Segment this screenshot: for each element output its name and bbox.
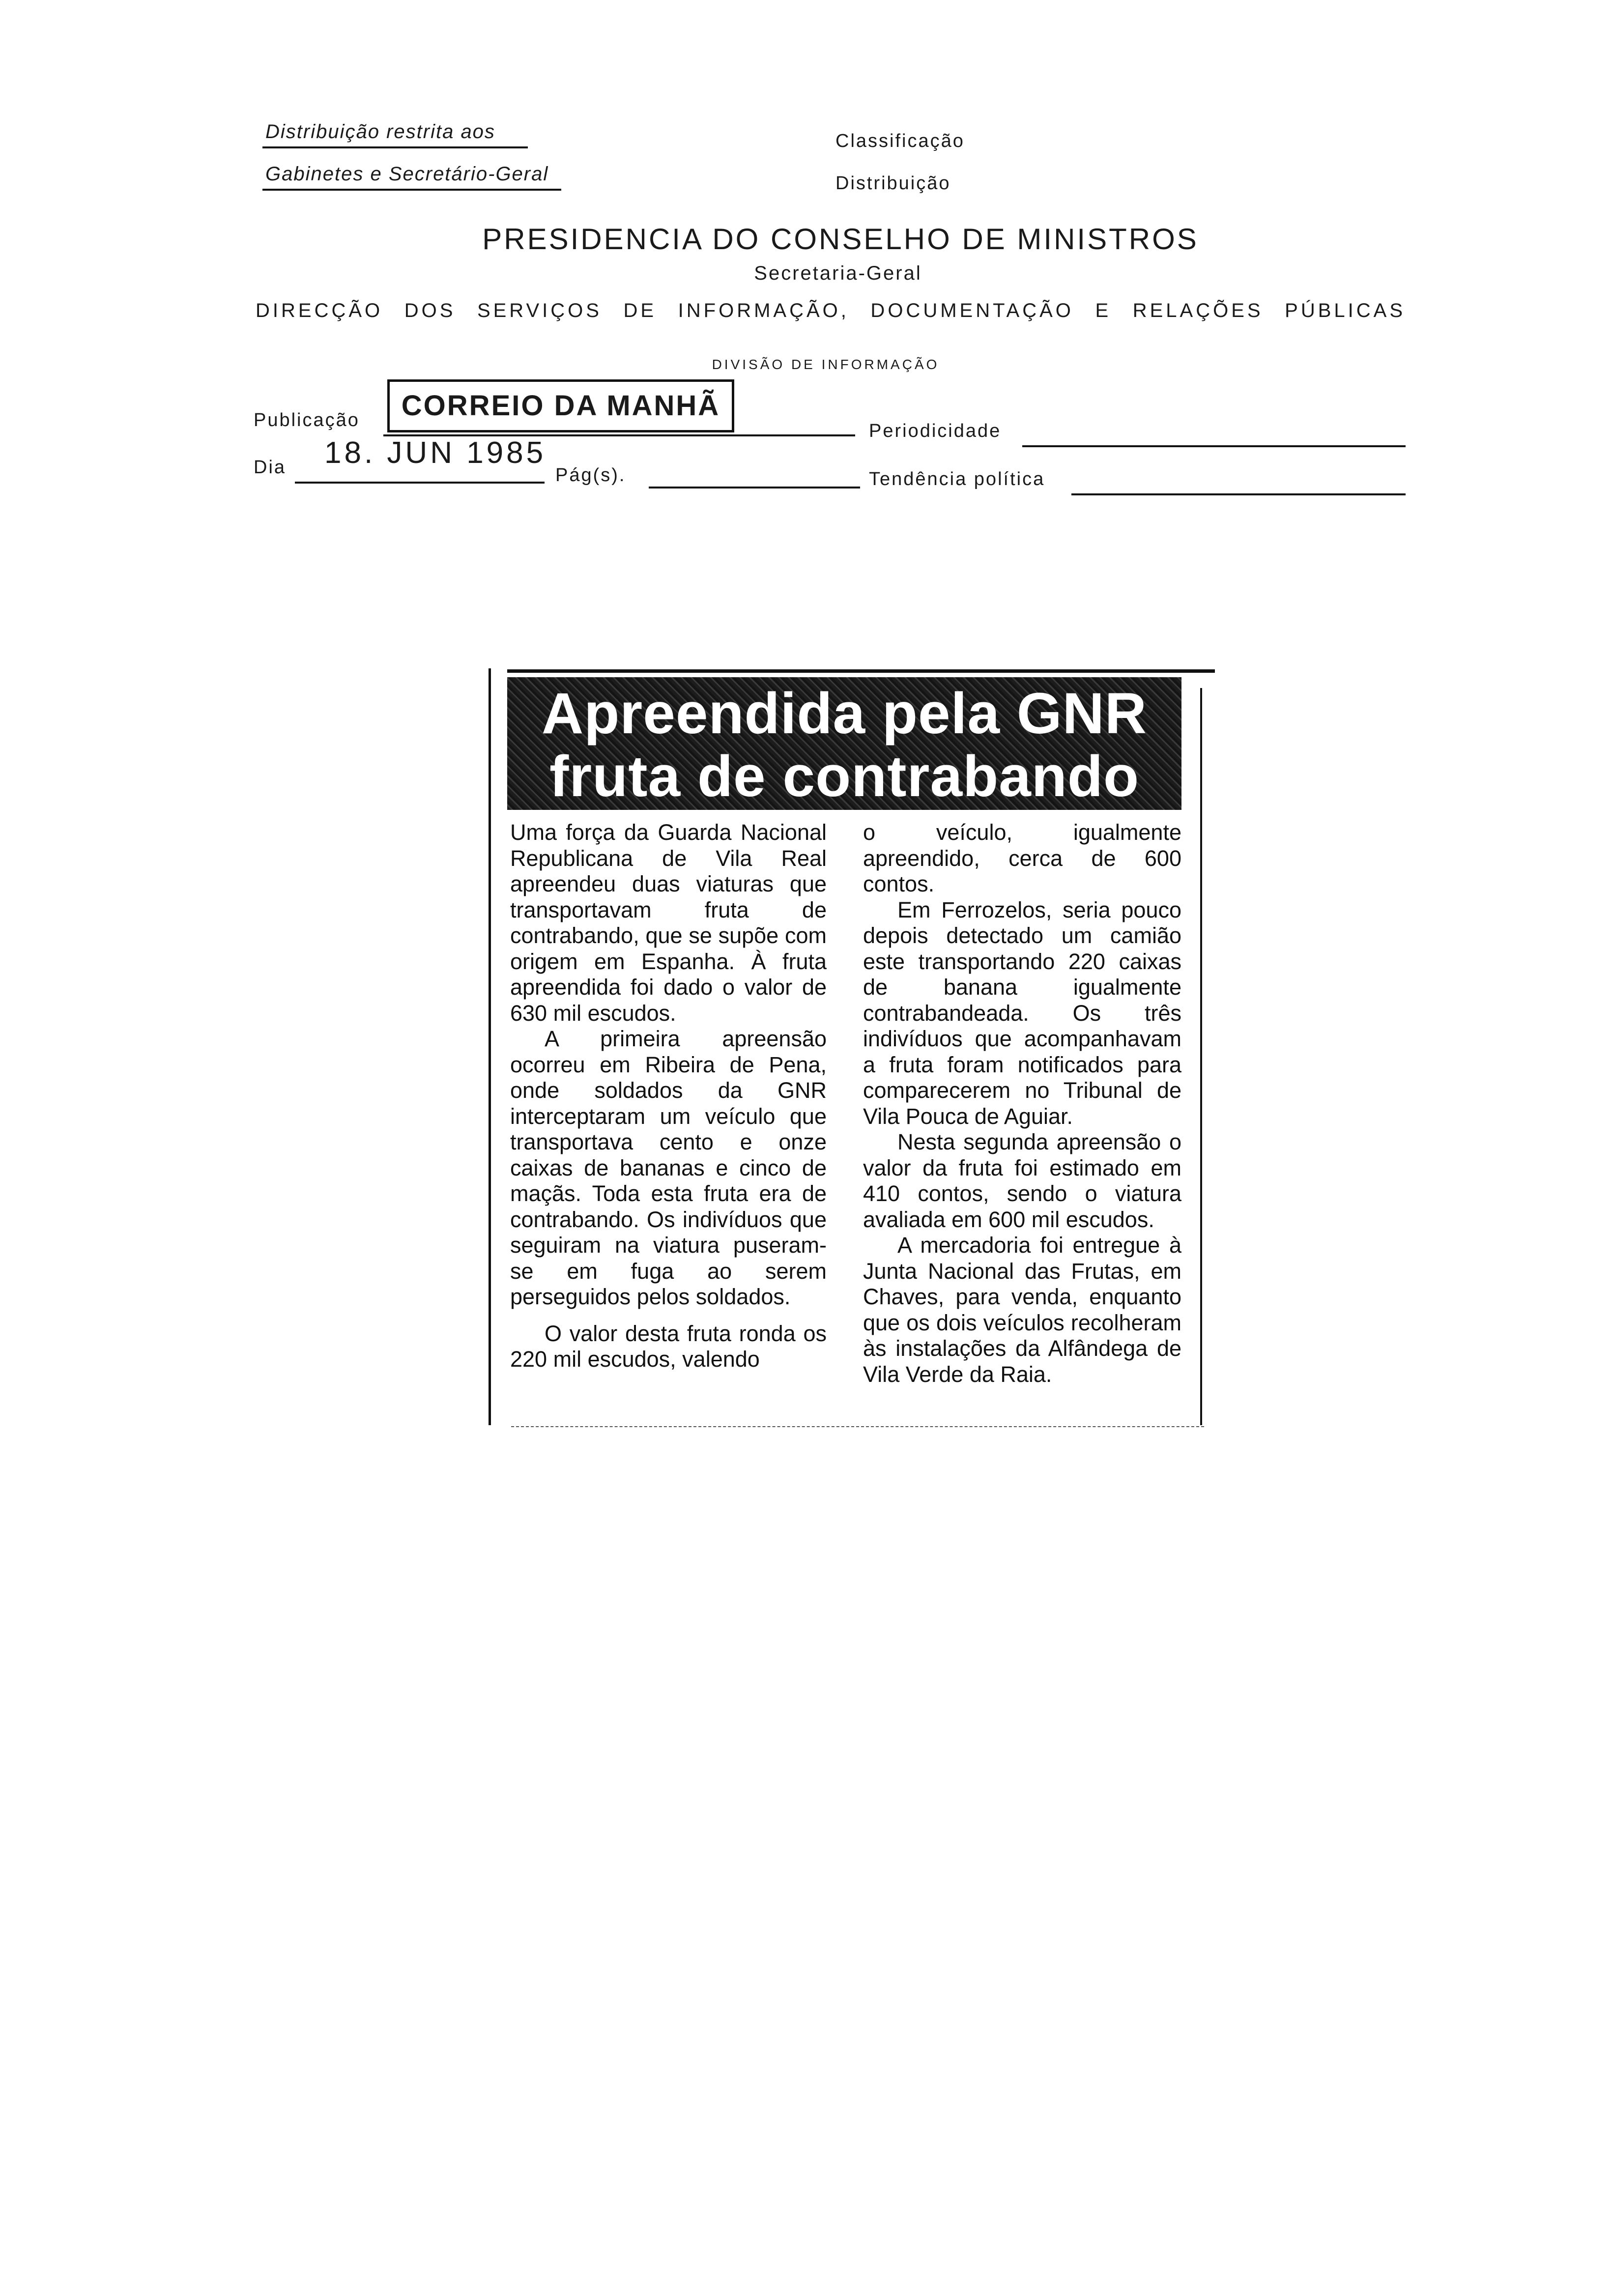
clipping-border-top	[507, 669, 1215, 673]
paragraph: Em Ferrozelos, seria pouco depois detectado um camião este transportando 220 caixas de banana igualmente contrabandeada. Os três indivíduos que acompanhavam a fruta foram notificados para comparecerem no Tribunal de Vila Pouca de Aguiar.	[863, 897, 1181, 1129]
secretaria-geral-subtitle: Secretaria-Geral	[754, 262, 922, 284]
dia-date-stamp: 18. JUN 1985	[324, 436, 547, 470]
clipping-border-bottom	[511, 1426, 1204, 1427]
tendencia-politica-label: Tendência política	[869, 469, 1045, 489]
restricted-distribution-line2: Gabinetes e Secretário-Geral	[265, 163, 549, 185]
dia-label: Dia	[254, 457, 287, 478]
article-column-1	[510, 820, 827, 1373]
article-headline	[507, 677, 1181, 810]
article-column-2	[863, 820, 1181, 1387]
tendencia-line	[1071, 493, 1406, 495]
presidencia-title: PRESIDENCIA DO CONSELHO DE MINISTROS	[482, 223, 1199, 256]
divisao-informacao-heading: DIVISÃO DE INFORMAÇÃO	[712, 357, 940, 372]
paragraph: o veículo, igualmente apreendido, cerca de 600 contos.	[863, 820, 1181, 896]
headline-line1: Apreendida pela GNR	[541, 681, 1147, 746]
paragraph: O valor desta fruta ronda os 220 mil escudos, valendo	[510, 1320, 827, 1372]
paragraph: A mercadoria foi entregue à Junta Nacional das Frutas, em Chaves, para venda, enquanto que os dois veículos recolheram às instalações da Alfândega de Vila Verde da Raia.	[863, 1233, 1181, 1387]
paginas-line	[649, 487, 860, 488]
publicacao-stamp: CORREIO DA MANHÃ	[387, 379, 734, 432]
clipping-border-right	[1200, 688, 1202, 1425]
paragraph: A primeira apreensão ocorreu em Ribeira de Pena, onde soldados da GNR interceptaram um veículo que transportava cento e onze caixas de bananas e cinco de maçãs. Toda esta fruta era de contrabando. Os indivíduos que seguiram na viatura puseram-se em fuga ao serem perseguidos pelos soldados.	[510, 1026, 827, 1309]
classificacao-label: Classificação	[835, 131, 965, 151]
paragraph: Nesta segunda apreensão o valor da fruta foi estimado em 410 contos, sendo o viatura avaliada em 600 mil escudos.	[863, 1129, 1181, 1232]
periodicidade-line	[1022, 445, 1406, 447]
paginas-label: Pág(s).	[555, 465, 626, 486]
underline	[262, 189, 561, 191]
publicacao-label: Publicação	[254, 410, 360, 430]
clipping-border-left	[489, 668, 491, 1425]
periodicidade-label: Periodicidade	[869, 421, 1002, 441]
paragraph: Uma força da Guarda Nacional Republicana de Vila Real apreendeu duas viaturas que transportavam fruta de contrabando, que se supõe com origem em Espanha. À fruta apreendida foi dado o valor de 630 mil escudos.	[510, 820, 827, 1026]
dia-line	[295, 482, 545, 484]
direccao-servicos-heading: DIRECÇÃO DOS SERVIÇOS DE INFORMAÇÃO, DOCUMENTAÇÃO E RELAÇÕES PÚBLICAS	[256, 300, 1406, 321]
underline	[262, 146, 528, 148]
distribuicao-label: Distribuição	[835, 173, 951, 194]
headline-line2: fruta de contrabando	[549, 744, 1140, 809]
restricted-distribution-line1: Distribuição restrita aos	[265, 121, 495, 143]
